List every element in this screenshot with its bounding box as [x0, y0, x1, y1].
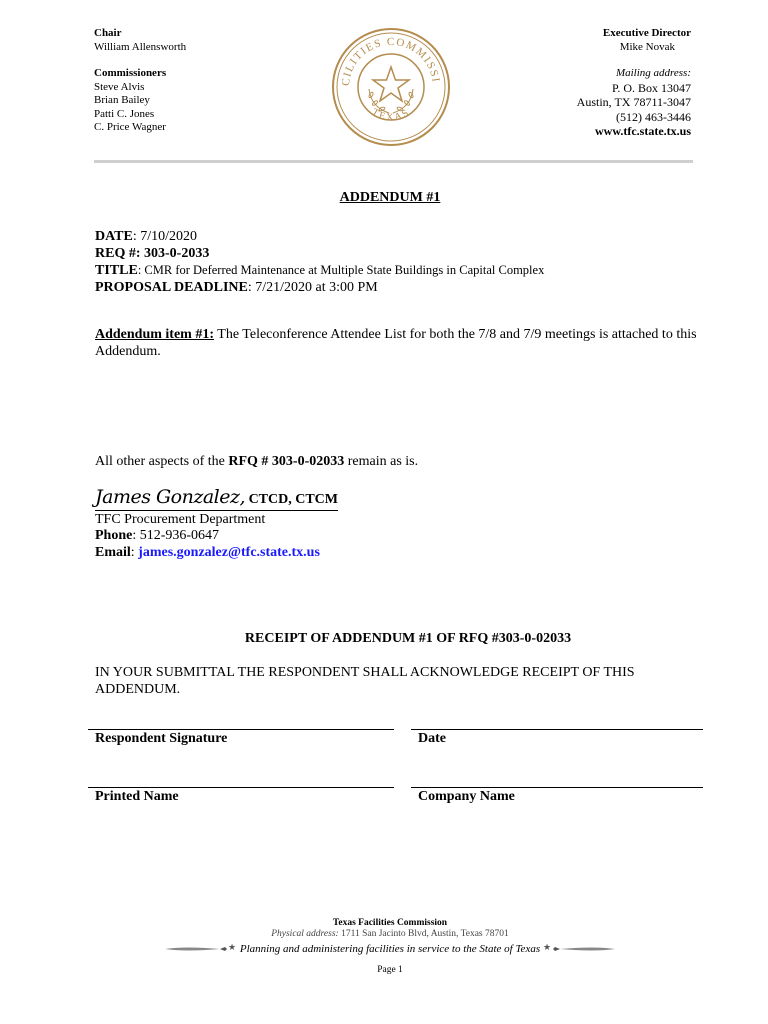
receipt-instruction-line-2: ADDENDUM.	[95, 681, 181, 697]
deadline-line	[95, 280, 715, 297]
other-aspects-pre: All other aspects of the	[95, 454, 229, 469]
commissioner-name: C. Price Wagner	[94, 121, 166, 133]
phone-value: : 512-936-0647	[132, 528, 220, 543]
seal-text-top: CILITIES COMMISSI	[339, 35, 442, 87]
printed-name-label: Printed Name	[95, 789, 179, 804]
printed-name-line[interactable]	[88, 787, 394, 788]
exec-name: Mike Novak	[619, 40, 675, 53]
phone: (512) 463-3446	[616, 109, 691, 124]
signature-credentials: CTCD, CTCM	[245, 492, 339, 507]
header-rule	[94, 160, 693, 163]
svg-text:TEXAS	[370, 107, 413, 124]
letterhead-right	[491, 27, 691, 139]
receipt-heading: RECEIPT OF ADDENDUM #1 OF RFQ #303-0-02033	[244, 631, 572, 646]
left-star-icon: ★	[228, 942, 237, 952]
addendum-item-label: Addendum item #1:	[95, 327, 215, 342]
addendum-details	[95, 229, 715, 296]
email-label: Email	[95, 544, 131, 560]
req-line	[95, 246, 715, 263]
email-sep: :	[130, 544, 139, 560]
exec-label: Executive Director	[602, 27, 691, 39]
other-aspects-post: remain as is.	[344, 454, 419, 469]
commission-seal	[331, 27, 451, 147]
footer-tagline-row	[165, 942, 615, 956]
chair-label: Chair	[94, 27, 122, 39]
date-value: : 7/10/2020	[132, 229, 198, 244]
right-star-icon: ★	[543, 942, 552, 952]
deadline-label: PROPOSAL DEADLINE	[95, 279, 248, 295]
signature-script: James Gonzalez,	[95, 486, 246, 508]
commissioner-name: Brian Bailey	[94, 94, 150, 106]
signature-block	[95, 486, 495, 561]
respondent-signature-line[interactable]	[88, 729, 394, 730]
receipt-instruction	[95, 665, 715, 698]
addendum-item-line-1	[95, 327, 715, 344]
signature-email	[95, 545, 495, 562]
title-line	[95, 262, 715, 280]
addendum-item	[95, 327, 715, 360]
commissioners-label: Commissioners	[94, 67, 167, 79]
addendum-item-line-2: Addendum.	[95, 343, 161, 359]
title-value: : CMR for Deferred Maintenance at Multiple State Buildings in Capital Complex	[137, 263, 545, 277]
addendum-heading: ADDENDUM #1	[339, 190, 441, 205]
page-number: Page 1	[377, 965, 403, 975]
left-flourish-icon	[165, 945, 227, 953]
title-label: TITLE	[95, 263, 138, 278]
footer-tagline: Planning and administering facilities in service to the State of Texas	[239, 943, 541, 955]
footer-physical-value: 1711 San Jacinto Blvd, Austin, Texas 78701	[338, 929, 509, 939]
commissioner-name: Steve Alvis	[94, 80, 145, 93]
seal-text-bottom: TEXAS	[369, 106, 413, 124]
date-line-field[interactable]	[411, 729, 703, 730]
footer-address	[0, 929, 768, 940]
req-label: REQ #:	[95, 245, 141, 261]
letterhead-left	[94, 27, 294, 135]
footer	[0, 918, 768, 940]
date-label: DATE	[95, 229, 133, 244]
req-value: 303-0-2033	[144, 245, 210, 261]
addendum-item-text: The Teleconference Attendee List for both the 7/8 and 7/9 meetings is attached to this	[214, 327, 697, 342]
deadline-value: : 7/21/2020 at 3:00 PM	[247, 279, 378, 295]
signature-phone	[95, 528, 495, 545]
footer-org: Texas Facilities Commission	[332, 918, 448, 928]
footer-physical-label: Physical address:	[271, 929, 339, 939]
other-aspects-rfq: RFQ # 303-0-02033	[228, 454, 345, 469]
mailing-label: Mailing address:	[615, 67, 691, 79]
date-line	[95, 229, 715, 246]
star-icon	[373, 67, 409, 101]
email-link[interactable]: james.gonzalez@tfc.state.tx.us	[138, 544, 320, 560]
commissioner-name: Patti C. Jones	[94, 107, 155, 120]
right-flourish-icon	[553, 945, 615, 953]
po-box: P. O. Box 13047	[611, 80, 691, 95]
company-name-label: Company Name	[418, 789, 515, 804]
respondent-signature-label: Respondent Signature	[95, 731, 228, 746]
phone-label: Phone	[95, 528, 133, 543]
company-name-line[interactable]	[411, 787, 703, 788]
website: www.tfc.state.tx.us	[595, 124, 691, 138]
svg-text:FACILITIES COMMISSION	[331, 27, 442, 87]
chair-name: William Allensworth	[94, 40, 187, 53]
date-field-label: Date	[418, 731, 446, 746]
city: Austin, TX 78711-3047	[576, 95, 691, 109]
receipt-instruction-line-1: IN YOUR SUBMITTAL THE RESPONDENT SHALL ACKNOWLEDGE RECEIPT OF THIS	[95, 665, 635, 680]
other-aspects	[95, 454, 715, 471]
signature-department: TFC Procurement Department	[95, 511, 266, 527]
signature-line	[95, 486, 339, 511]
